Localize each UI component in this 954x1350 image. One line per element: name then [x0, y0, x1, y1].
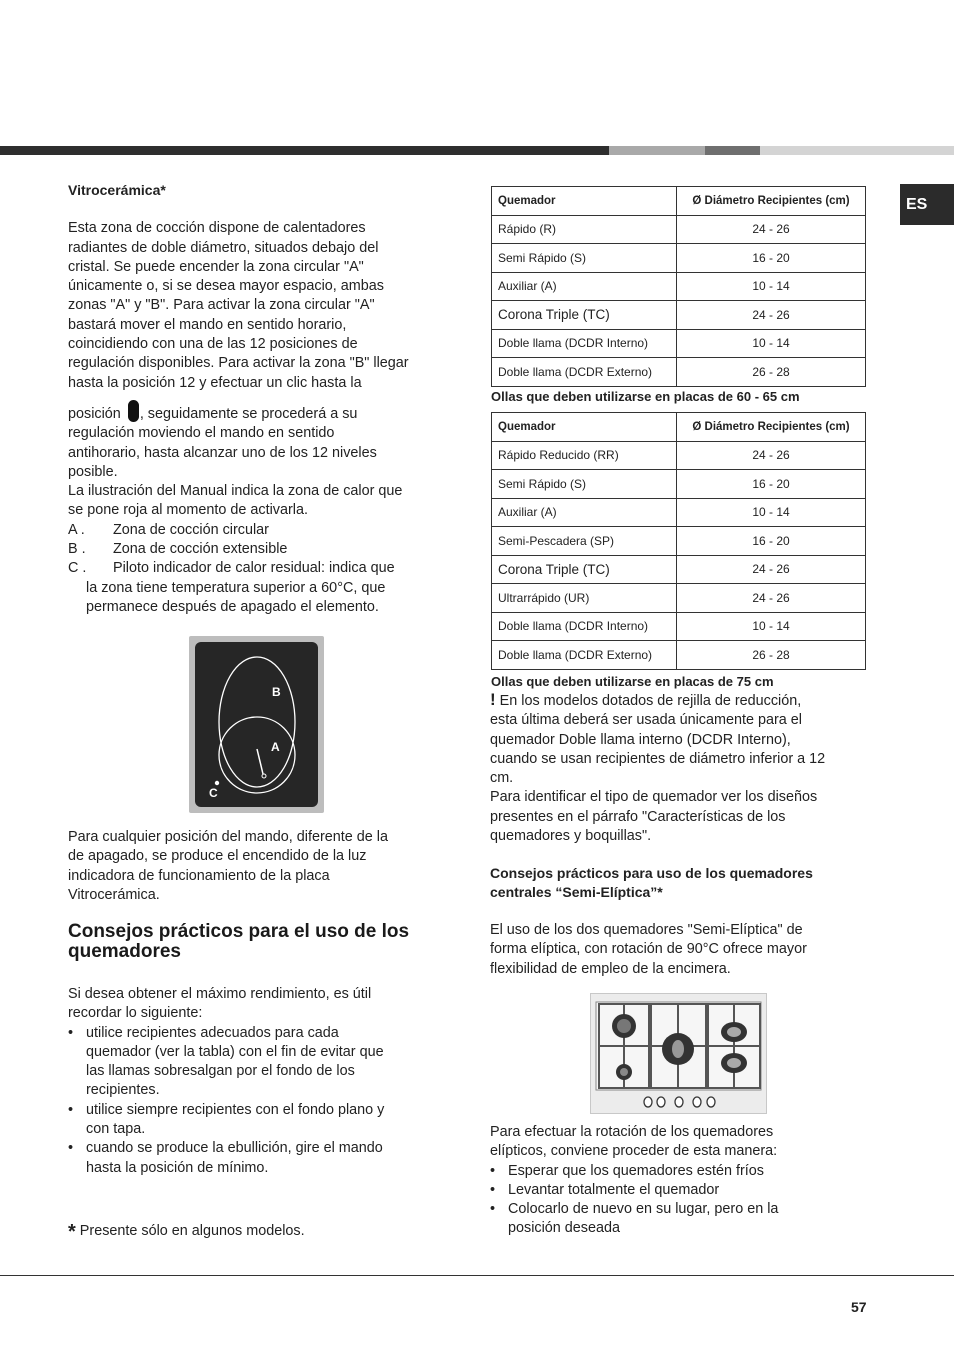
- legend-item: A . Zona de cocción circular: [68, 521, 269, 538]
- table-row: Corona Triple (TC) 24 - 26: [492, 301, 866, 330]
- footnote-text: Presente sólo en algunos modelos.: [79, 1223, 305, 1239]
- intro-line: zonas "A" y "B". Para activar la zona circular "A": [68, 297, 375, 314]
- pot-size-table-75: [491, 412, 866, 670]
- text-line: indicadora de funcionamiento de la placa: [68, 867, 330, 884]
- zone-b-label: B: [272, 685, 281, 699]
- indicator-c-label: C: [209, 786, 218, 800]
- intro-line: hasta la posición 12 y efectuar un clic hasta la: [68, 374, 362, 391]
- table-row: Doble llama (DCDR Interno) 10 - 14: [492, 329, 866, 358]
- intro-line: radiantes de doble diámetro, situados debajo del: [68, 239, 379, 256]
- text-line: de apagado, se produce el encendido de la luz: [68, 848, 367, 865]
- gas-hob-drawing: [591, 994, 766, 1113]
- page-number: 57: [851, 1299, 867, 1315]
- knob-position-icon: [128, 400, 139, 422]
- intro-line: cristal. Se puede encender la zona circular "A": [68, 258, 364, 275]
- text-line: Si desea obtener el máximo rendimiento, es útil: [68, 986, 372, 1002]
- intro-line: regulación disponibles. Para activar la zona "B" llegar: [68, 355, 409, 372]
- intro-line: posible.: [68, 463, 118, 480]
- table-row: Doble llama (DCDR Interno) 10 - 14: [492, 612, 866, 641]
- table-row: Ultrarrápido (UR) 24 - 26: [492, 584, 866, 613]
- table-row: Semi Rápido (S) 16 - 20: [492, 244, 866, 273]
- text-line: Para cualquier posición del mando, diferente de la: [68, 829, 388, 845]
- table-row: Auxiliar (A) 10 - 14: [492, 498, 866, 527]
- text-line: recordar lo siguiente:: [68, 1005, 203, 1022]
- table-header-row: Quemador Ø Diámetro Recipientes (cm): [492, 413, 866, 442]
- text-line: Vitrocerámica.: [68, 886, 160, 903]
- list-item: • utilice recipientes adecuados para cada quemador (ver la tabla) con el fin de evitar que las llamas sobresalgan por el fondo de los recipientes.: [68, 1024, 384, 1099]
- burner-tips: [68, 985, 444, 1178]
- footnote: [68, 1222, 444, 1242]
- rotation-steps: Para efectuar la rotación de los quemadores elípticos, conviene proceder de esta manera: • Esperar que los quemadores estén fríos • Levantar totalmente el quemador • Colocarlo de nuevo en su lugar, pero en la posición deseada: [490, 1123, 868, 1239]
- header-stripe-mid: [705, 146, 760, 155]
- vitro-section: [68, 181, 444, 393]
- intro-line: se pone roja al momento de activarla.: [68, 502, 308, 519]
- header-stripe-pale: [760, 146, 954, 155]
- zone-a-label: A: [271, 740, 280, 754]
- table-caption: Ollas que deben utilizarse en placas de 75 cm: [491, 674, 774, 689]
- list-item: • utilice siempre recipientes con el fondo plano y con tapa.: [68, 1101, 385, 1138]
- semi-elliptic-heading: Consejos prácticos para uso de los quemadores centrales “Semi-Elíptica”*: [490, 865, 813, 901]
- table-row: Rápido (R) 24 - 26: [492, 215, 866, 244]
- intro-line: regulación moviendo el mando en sentido: [68, 425, 335, 442]
- position-after: , seguidamente se procederá a su: [139, 406, 358, 422]
- position-line: [68, 400, 444, 424]
- table-header-row: Quemador Ø Diámetro Recipientes (cm): [492, 187, 866, 216]
- legend-item: C . Piloto indicador de calor residual: indica que: [68, 560, 395, 577]
- list-item: • Colocarlo de nuevo en su lugar, pero en la posición deseada: [490, 1201, 779, 1237]
- after-figure-text: [68, 828, 444, 905]
- vitro-section-cont: [68, 400, 444, 617]
- table-row: Doble llama (DCDR Externo) 26 - 28: [492, 358, 866, 387]
- legend-cont: la zona tiene temperatura superior a 60°C, que: [86, 579, 386, 596]
- footnote-mark: *: [68, 1221, 76, 1243]
- table-row: Auxiliar (A) 10 - 14: [492, 272, 866, 301]
- table-row: Semi Rápido (S) 16 - 20: [492, 470, 866, 499]
- language-tab[interactable]: ES: [900, 184, 954, 225]
- reduction-grid-note: ! En los modelos dotados de rejilla de reducción, esta última deberá ser usada únicamente para el quemador Doble llama interno (DCDR Interno), cuando se usan recipientes de diámetro inferior a 12 cm. Para identificar el tipo de quemador ver los diseños presentes en el párrafo "Características de los quemadores y boquillas".: [490, 690, 826, 845]
- list-item: • Esperar que los quemadores estén fríos: [490, 1162, 764, 1179]
- semi-elliptic-para: El uso de los dos quemadores "Semi-Elíptica" de forma elíptica, con rotación de 90°C ofrece mayor flexibilidad de empleo de la encimera.: [490, 922, 807, 977]
- gas-hob-figure: [590, 993, 767, 1114]
- footer-divider: [0, 1275, 954, 1276]
- pot-size-table-60: [491, 186, 866, 387]
- list-item: • cuando se produce la ebullición, gire el mando hasta la posición de mínimo.: [68, 1140, 383, 1176]
- table-caption: Ollas que deben utilizarse en placas de 60 - 65 cm: [491, 389, 800, 404]
- header-stripe-dark: [0, 146, 609, 155]
- intro-line: únicamente o, si se desea mayor espacio, ambas: [68, 278, 384, 295]
- table-row: Rápido Reducido (RR) 24 - 26: [492, 441, 866, 470]
- intro-line: Esta zona de cocción dispone de calentadores: [68, 220, 366, 237]
- header-stripe-light: [609, 146, 705, 155]
- table-row: Doble llama (DCDR Externo) 26 - 28: [492, 641, 866, 670]
- list-item: • Levantar totalmente el quemador: [490, 1181, 720, 1198]
- ceramic-hob-figure: [189, 636, 324, 813]
- legend-cont: permanece después de apagado el elemento.: [86, 598, 379, 615]
- intro-line: La ilustración del Manual indica la zona de calor que: [68, 483, 403, 500]
- table-row: Corona Triple (TC) 24 - 26: [492, 555, 866, 584]
- intro-line: antihorario, hasta alcanzar uno de los 12 niveles: [68, 444, 377, 461]
- warning-icon: !: [490, 690, 496, 709]
- legend-item: B . Zona de cocción extensible: [68, 541, 288, 558]
- section-title: Vitrocerámica*: [68, 182, 166, 198]
- hob-zones-drawing: [195, 642, 318, 807]
- intro-line: bastará mover el mando en sentido horario,: [68, 316, 347, 333]
- intro-line: coincidiendo con una de las 12 posiciones de: [68, 336, 358, 353]
- table-row: Semi-Pescadera (SP) 16 - 20: [492, 527, 866, 556]
- burner-tips-heading: Consejos prácticos para el uso de los quemadores: [68, 921, 410, 962]
- position-before: posición: [68, 406, 121, 422]
